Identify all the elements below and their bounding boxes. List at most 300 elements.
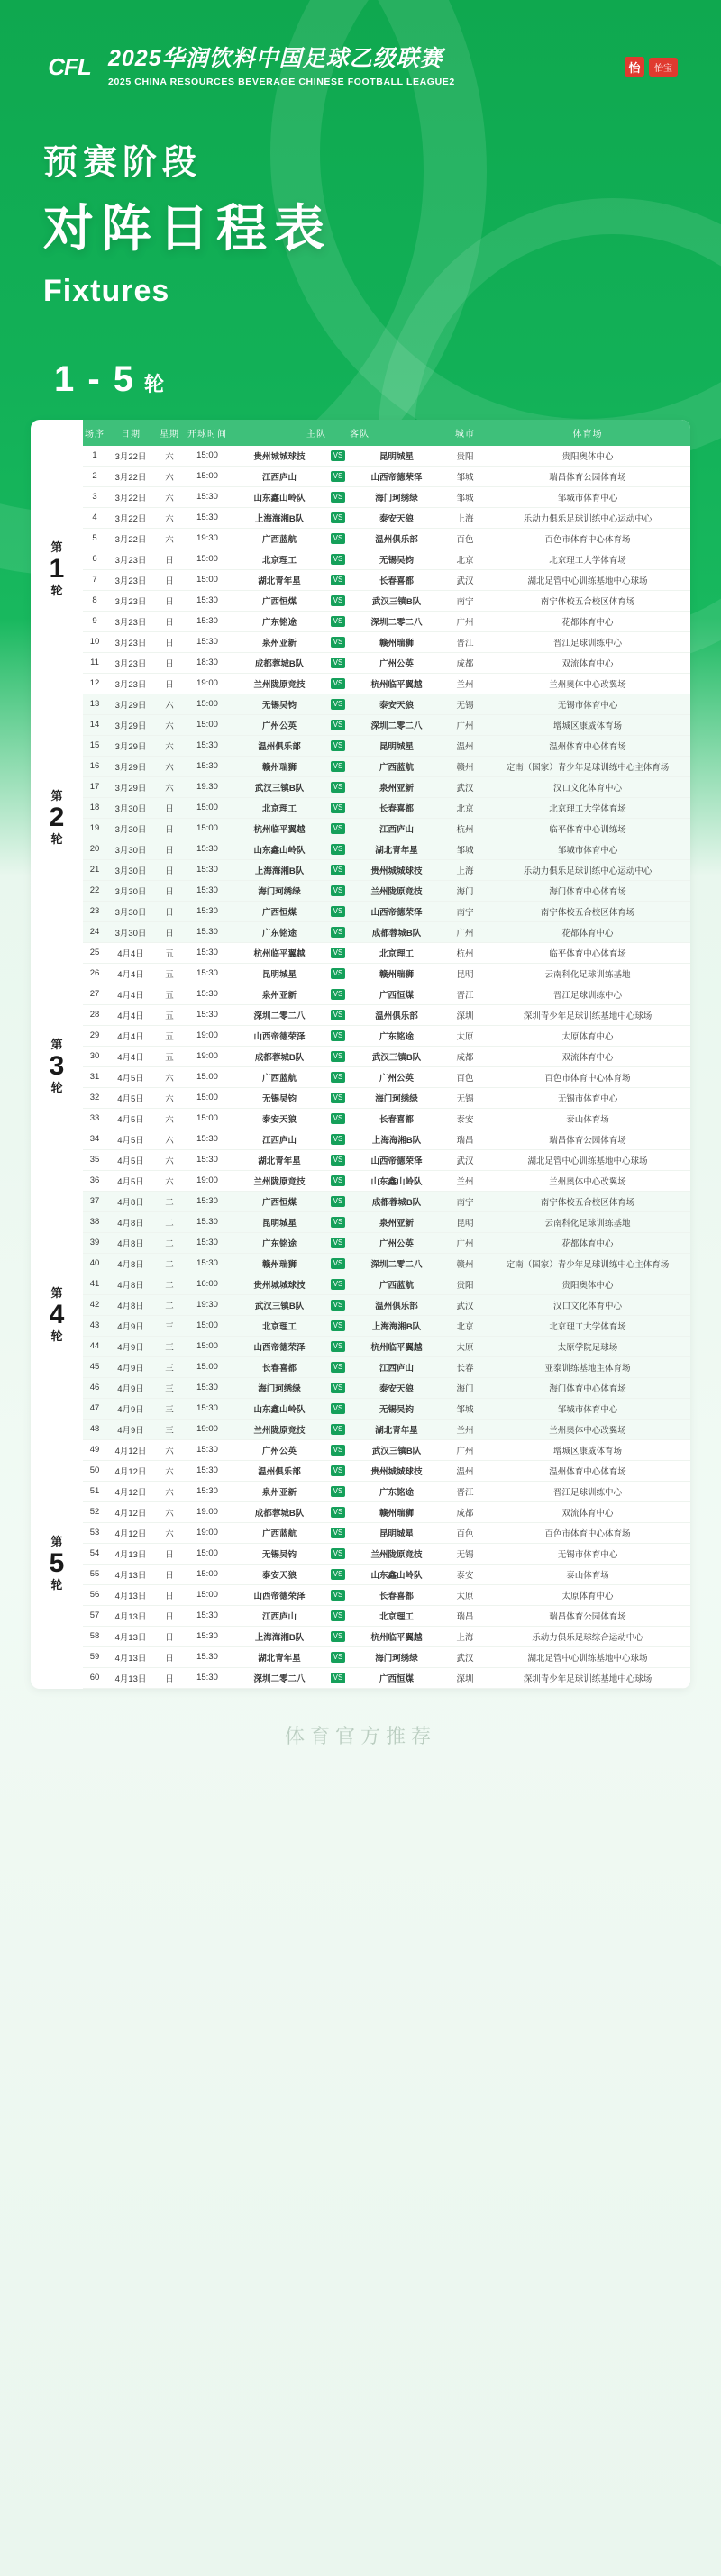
- match-venue: 云南科化足球训练基地: [485, 963, 690, 984]
- vs-badge: [328, 963, 348, 984]
- home-team: 山西帝德荣泽: [231, 1336, 328, 1356]
- match-venue: 晋江足球训练中心: [485, 984, 690, 1004]
- match-date: 3月30日: [106, 921, 155, 942]
- match-city: 瑞昌: [445, 1605, 485, 1626]
- table-row[interactable]: [31, 880, 690, 901]
- vs-label: VS: [331, 699, 345, 710]
- table-row[interactable]: [31, 1626, 690, 1646]
- vs-badge: [328, 673, 348, 694]
- table-row[interactable]: [31, 1025, 690, 1046]
- match-venue: 双流体育中心: [485, 652, 690, 673]
- table-row[interactable]: [31, 1646, 690, 1667]
- match-venue: 邹城市体育中心: [485, 839, 690, 859]
- table-row[interactable]: [31, 1336, 690, 1356]
- match-weekday: 五: [155, 942, 184, 963]
- match-venue: 瑞昌体育公园体育场: [485, 1129, 690, 1149]
- table-row[interactable]: [31, 1129, 690, 1149]
- match-venue: 湖北足管中心训练基地中心球场: [485, 1646, 690, 1667]
- match-time: 15:00: [184, 569, 231, 590]
- home-team: 湖北青年星: [231, 569, 328, 590]
- match-weekday: 六: [155, 1522, 184, 1543]
- match-no: 42: [83, 1294, 106, 1315]
- vs-badge: [328, 1481, 348, 1501]
- match-city: 南宁: [445, 590, 485, 611]
- table-header-row: [31, 420, 690, 446]
- match-no: 29: [83, 1025, 106, 1046]
- away-team: 广州公英: [348, 1066, 445, 1087]
- vs-badge: [328, 1066, 348, 1087]
- away-team: 温州俱乐部: [348, 528, 445, 549]
- match-venue: 太原体育中心: [485, 1584, 690, 1605]
- home-team: 贵州城城球技: [231, 446, 328, 467]
- table-row[interactable]: [31, 901, 690, 921]
- vs-label: VS: [331, 1652, 345, 1663]
- match-no: 49: [83, 1439, 106, 1460]
- table-row[interactable]: [31, 818, 690, 839]
- round-number: 1: [49, 554, 65, 585]
- match-date: 4月13日: [106, 1605, 155, 1626]
- match-no: 28: [83, 1004, 106, 1025]
- round-suffix: 轮: [50, 1080, 63, 1094]
- vs-badge: [328, 984, 348, 1004]
- match-time: 15:30: [184, 1232, 231, 1253]
- match-city: 广州: [445, 1232, 485, 1253]
- match-time: 15:30: [184, 1149, 231, 1170]
- match-city: 杭州: [445, 818, 485, 839]
- match-no: 44: [83, 1336, 106, 1356]
- match-no: 46: [83, 1377, 106, 1398]
- match-no: 15: [83, 735, 106, 756]
- match-city: 贵阳: [445, 446, 485, 467]
- home-team: 成都蓉城B队: [231, 652, 328, 673]
- table-row[interactable]: [31, 1460, 690, 1481]
- away-team: 兰州陇原竞技: [348, 880, 445, 901]
- match-no: 57: [83, 1605, 106, 1626]
- table-row[interactable]: [31, 446, 690, 467]
- match-venue: 无锡市体育中心: [485, 1087, 690, 1108]
- table-row[interactable]: [31, 507, 690, 528]
- away-team: 山东鑫山岭队: [348, 1564, 445, 1584]
- match-no: 41: [83, 1274, 106, 1294]
- match-time: 15:30: [184, 880, 231, 901]
- vs-badge: [328, 1087, 348, 1108]
- match-no: 35: [83, 1149, 106, 1170]
- home-team: 广西恒煤: [231, 901, 328, 921]
- away-team: 无锡吴钧: [348, 1398, 445, 1419]
- table-row[interactable]: [31, 1398, 690, 1419]
- match-weekday: 三: [155, 1419, 184, 1439]
- table-row[interactable]: [31, 590, 690, 611]
- table-row[interactable]: [31, 735, 690, 756]
- table-row[interactable]: [31, 776, 690, 797]
- away-team: 泰安天狼: [348, 1377, 445, 1398]
- home-team: 成都蓉城B队: [231, 1501, 328, 1522]
- match-time: 15:30: [184, 1667, 231, 1688]
- match-weekday: 五: [155, 1004, 184, 1025]
- match-time: 15:00: [184, 1336, 231, 1356]
- match-city: 泰安: [445, 1108, 485, 1129]
- table-row[interactable]: [31, 1667, 690, 1688]
- match-time: 15:30: [184, 1129, 231, 1149]
- match-date: 3月30日: [106, 839, 155, 859]
- vs-label: VS: [331, 1113, 345, 1124]
- match-city: 太原: [445, 1025, 485, 1046]
- home-team: 江西庐山: [231, 1605, 328, 1626]
- table-row[interactable]: [31, 1584, 690, 1605]
- match-date: 4月9日: [106, 1336, 155, 1356]
- match-date: 3月30日: [106, 880, 155, 901]
- col-week: 星期: [155, 420, 184, 446]
- match-time: 15:30: [184, 611, 231, 631]
- table-row[interactable]: [31, 714, 690, 735]
- match-weekday: 日: [155, 1646, 184, 1667]
- table-row[interactable]: [31, 1274, 690, 1294]
- match-city: 百色: [445, 1066, 485, 1087]
- match-city: 太原: [445, 1584, 485, 1605]
- match-date: 4月12日: [106, 1481, 155, 1501]
- match-no: 43: [83, 1315, 106, 1336]
- match-venue: 太原学院足球场: [485, 1336, 690, 1356]
- match-venue: 百色市体育中心体育场: [485, 1522, 690, 1543]
- vs-label: VS: [331, 1486, 345, 1497]
- match-no: 13: [83, 694, 106, 714]
- vs-label: VS: [331, 885, 345, 896]
- away-team: 武汉三镇B队: [348, 1439, 445, 1460]
- away-team: 山西帝德荣泽: [348, 1149, 445, 1170]
- match-time: 15:00: [184, 1584, 231, 1605]
- round-number: 5: [49, 1548, 65, 1579]
- match-city: 昆明: [445, 963, 485, 984]
- match-time: 15:00: [184, 694, 231, 714]
- match-date: 3月30日: [106, 859, 155, 880]
- match-no: 18: [83, 797, 106, 818]
- home-team: 深圳二零二八: [231, 1667, 328, 1688]
- match-venue: 北京理工大学体育场: [485, 549, 690, 569]
- vs-label: VS: [331, 512, 345, 523]
- hero-line-1: 预赛阶段: [43, 143, 203, 182]
- match-time: 15:30: [184, 735, 231, 756]
- match-city: 昆明: [445, 1211, 485, 1232]
- match-no: 60: [83, 1667, 106, 1688]
- col-no: 场序: [83, 420, 106, 446]
- vs-label: VS: [331, 720, 345, 730]
- match-no: 31: [83, 1066, 106, 1087]
- home-team: 武汉三镇B队: [231, 776, 328, 797]
- table-row[interactable]: [31, 466, 690, 486]
- vs-badge: [328, 1501, 348, 1522]
- vs-badge: [328, 1274, 348, 1294]
- match-weekday: 六: [155, 714, 184, 735]
- table-row[interactable]: [31, 859, 690, 880]
- match-venue: 晋江足球训练中心: [485, 631, 690, 652]
- match-weekday: 六: [155, 466, 184, 486]
- round-prefix: 第: [50, 540, 63, 554]
- match-date: 3月30日: [106, 797, 155, 818]
- home-team: 上海海湘B队: [231, 1626, 328, 1646]
- table-row[interactable]: [31, 1522, 690, 1543]
- match-venue: 乐动力俱乐足球训练中心运动中心: [485, 507, 690, 528]
- match-time: 15:30: [184, 1605, 231, 1626]
- match-time: 19:00: [184, 1522, 231, 1543]
- match-weekday: 日: [155, 1584, 184, 1605]
- match-city: 北京: [445, 1315, 485, 1336]
- round-block: [31, 1439, 690, 1688]
- match-venue: 兰州奥体中心改翼场: [485, 1419, 690, 1439]
- vs-label: VS: [331, 678, 345, 689]
- match-time: 15:00: [184, 818, 231, 839]
- table-row[interactable]: [31, 1501, 690, 1522]
- match-no: 24: [83, 921, 106, 942]
- match-time: 16:00: [184, 1274, 231, 1294]
- vs-badge: [328, 631, 348, 652]
- match-weekday: 六: [155, 1108, 184, 1129]
- match-time: 18:30: [184, 652, 231, 673]
- away-team: 贵州城城球技: [348, 859, 445, 880]
- table-row[interactable]: [31, 921, 690, 942]
- col-round: 轮次: [47, 429, 67, 440]
- home-team: 无锡吴钧: [231, 1087, 328, 1108]
- away-team: 山西帝德荣泽: [348, 466, 445, 486]
- match-date: 4月9日: [106, 1419, 155, 1439]
- table-row[interactable]: [31, 673, 690, 694]
- vs-badge: [328, 1149, 348, 1170]
- table-row[interactable]: [31, 652, 690, 673]
- col-away: 客队: [348, 420, 445, 446]
- table-row[interactable]: [31, 1046, 690, 1066]
- table-row[interactable]: [31, 963, 690, 984]
- match-venue: 瑞昌体育公园体育场: [485, 466, 690, 486]
- match-venue: 乐动力俱乐足球综合运动中心: [485, 1626, 690, 1646]
- away-team: 山西帝德荣泽: [348, 901, 445, 921]
- vs-label: VS: [331, 948, 345, 958]
- match-weekday: 三: [155, 1336, 184, 1356]
- round-cell: [31, 446, 83, 694]
- table-row[interactable]: [31, 1564, 690, 1584]
- table-row[interactable]: [31, 1004, 690, 1025]
- away-team: 泉州亚新: [348, 776, 445, 797]
- home-team: 深圳二零二八: [231, 1004, 328, 1025]
- match-time: 15:30: [184, 859, 231, 880]
- match-no: 37: [83, 1191, 106, 1211]
- match-date: 3月23日: [106, 611, 155, 631]
- vs-label: VS: [331, 1548, 345, 1559]
- table-row[interactable]: [31, 984, 690, 1004]
- vs-label: VS: [331, 471, 345, 482]
- vs-label: VS: [331, 927, 345, 938]
- vs-badge: [328, 942, 348, 963]
- match-venue: 百色市体育中心体育场: [485, 528, 690, 549]
- home-team: 广西蓝航: [231, 1066, 328, 1087]
- match-venue: 乐动力俱乐足球训练中心运动中心: [485, 859, 690, 880]
- vs-badge: [328, 797, 348, 818]
- table-row[interactable]: [31, 756, 690, 776]
- match-time: 15:30: [184, 1439, 231, 1460]
- match-no: 45: [83, 1356, 106, 1377]
- table-row[interactable]: [31, 1253, 690, 1274]
- vs-label: VS: [331, 1093, 345, 1103]
- round-range-suffix: 轮: [144, 372, 165, 395]
- table-row[interactable]: [31, 569, 690, 590]
- vs-label: VS: [331, 595, 345, 606]
- match-weekday: 五: [155, 1046, 184, 1066]
- home-team: 昆明城星: [231, 963, 328, 984]
- table-row[interactable]: [31, 1149, 690, 1170]
- match-weekday: 六: [155, 1439, 184, 1460]
- away-team: 江西庐山: [348, 1356, 445, 1377]
- away-team: 赣州瑞狮: [348, 963, 445, 984]
- table-row[interactable]: [31, 797, 690, 818]
- home-team: 广州公英: [231, 714, 328, 735]
- match-date: 3月22日: [106, 466, 155, 486]
- away-team: 长春喜都: [348, 1584, 445, 1605]
- match-city: 广州: [445, 714, 485, 735]
- table-row[interactable]: [31, 1377, 690, 1398]
- home-team: 山西帝德荣泽: [231, 1584, 328, 1605]
- table-row[interactable]: [31, 942, 690, 963]
- sponsor-mark-icon: 怡: [625, 57, 644, 77]
- table-row[interactable]: [31, 1087, 690, 1108]
- table-row[interactable]: [31, 1543, 690, 1564]
- table-row[interactable]: [31, 1170, 690, 1191]
- match-date: 4月8日: [106, 1191, 155, 1211]
- vs-badge: [328, 818, 348, 839]
- vs-badge: [328, 1398, 348, 1419]
- away-team: 贵州城城球技: [348, 1460, 445, 1481]
- table-row[interactable]: [31, 528, 690, 549]
- vs-badge: [328, 776, 348, 797]
- match-weekday: 六: [155, 1066, 184, 1087]
- vs-badge: [328, 1356, 348, 1377]
- table-row[interactable]: [31, 486, 690, 507]
- table-row[interactable]: [31, 1108, 690, 1129]
- match-venue: 兰州奥体中心改翼场: [485, 673, 690, 694]
- away-team: 海门珂绣绿: [348, 1646, 445, 1667]
- match-city: 成都: [445, 1046, 485, 1066]
- match-city: 邹城: [445, 1398, 485, 1419]
- round-cell: [31, 694, 83, 942]
- match-city: 贵阳: [445, 1274, 485, 1294]
- table-row[interactable]: [31, 1356, 690, 1377]
- match-time: 15:00: [184, 1564, 231, 1584]
- match-venue: 北京理工大学体育场: [485, 1315, 690, 1336]
- table-row[interactable]: [31, 839, 690, 859]
- table-row[interactable]: [31, 1419, 690, 1439]
- match-time: 15:30: [184, 507, 231, 528]
- match-no: 25: [83, 942, 106, 963]
- match-date: 3月23日: [106, 569, 155, 590]
- hero-line-3: Fixtures: [43, 273, 170, 308]
- home-team: 江西庐山: [231, 1129, 328, 1149]
- table-row[interactable]: [31, 631, 690, 652]
- match-date: 4月4日: [106, 942, 155, 963]
- vs-label: VS: [331, 1134, 345, 1145]
- match-time: 15:30: [184, 839, 231, 859]
- sponsor-logo: [625, 57, 678, 77]
- table-row[interactable]: [31, 611, 690, 631]
- match-city: 深圳: [445, 1667, 485, 1688]
- match-date: 4月9日: [106, 1315, 155, 1336]
- table-row[interactable]: [31, 1315, 690, 1336]
- away-team: 泰安天狼: [348, 507, 445, 528]
- table-row[interactable]: [31, 1211, 690, 1232]
- match-city: 兰州: [445, 1419, 485, 1439]
- table-row[interactable]: [31, 1605, 690, 1626]
- round-block: [31, 942, 690, 1191]
- match-city: 赣州: [445, 756, 485, 776]
- match-weekday: 三: [155, 1315, 184, 1336]
- vs-badge: [328, 1605, 348, 1626]
- vs-badge: [328, 611, 348, 631]
- vs-label: VS: [331, 1569, 345, 1580]
- match-venue: 增城区康威体育场: [485, 714, 690, 735]
- round-number: 2: [49, 803, 65, 833]
- home-team: 山西帝德荣泽: [231, 1025, 328, 1046]
- table-row[interactable]: [31, 1439, 690, 1460]
- vs-badge: [328, 1315, 348, 1336]
- home-team: 武汉三镇B队: [231, 1294, 328, 1315]
- match-time: 15:30: [184, 631, 231, 652]
- away-team: 杭州临平翼越: [348, 673, 445, 694]
- table-row[interactable]: [31, 549, 690, 569]
- match-date: 4月5日: [106, 1149, 155, 1170]
- vs-badge: [328, 1543, 348, 1564]
- match-date: 3月22日: [106, 507, 155, 528]
- match-date: 3月29日: [106, 776, 155, 797]
- match-venue: 深圳青少年足球训练基地中心球场: [485, 1667, 690, 1688]
- table-row[interactable]: [31, 1481, 690, 1501]
- match-date: 4月13日: [106, 1543, 155, 1564]
- round-range-number: 1 - 5: [54, 358, 136, 399]
- match-date: 4月13日: [106, 1584, 155, 1605]
- match-no: 30: [83, 1046, 106, 1066]
- match-time: 15:00: [184, 1066, 231, 1087]
- vs-badge: [328, 446, 348, 467]
- away-team: 江西庐山: [348, 818, 445, 839]
- vs-label: VS: [331, 1030, 345, 1041]
- match-date: 4月8日: [106, 1211, 155, 1232]
- away-team: 深圳二零二八: [348, 611, 445, 631]
- vs-label: VS: [331, 761, 345, 772]
- match-time: 15:30: [184, 1398, 231, 1419]
- match-weekday: 日: [155, 839, 184, 859]
- table-row[interactable]: [31, 1294, 690, 1315]
- match-weekday: 五: [155, 963, 184, 984]
- match-no: 50: [83, 1460, 106, 1481]
- vs-badge: [328, 528, 348, 549]
- table-row[interactable]: [31, 1232, 690, 1253]
- match-venue: 温州体育中心体育场: [485, 1460, 690, 1481]
- match-date: 4月13日: [106, 1646, 155, 1667]
- match-venue: 海门体育中心体育场: [485, 1377, 690, 1398]
- table-row[interactable]: [31, 694, 690, 714]
- vs-badge: [328, 839, 348, 859]
- vs-badge: [328, 1626, 348, 1646]
- away-team: 杭州临平翼越: [348, 1626, 445, 1646]
- match-time: 19:30: [184, 1294, 231, 1315]
- match-venue: 临平体育中心体育场: [485, 942, 690, 963]
- table-row[interactable]: [31, 1191, 690, 1211]
- match-venue: 亚泰训练基地主体育场: [485, 1356, 690, 1377]
- match-weekday: 六: [155, 1481, 184, 1501]
- vs-label: VS: [331, 989, 345, 1000]
- away-team: 长春喜都: [348, 1108, 445, 1129]
- vs-label: VS: [331, 616, 345, 627]
- match-weekday: 日: [155, 818, 184, 839]
- vs-label: VS: [331, 1051, 345, 1062]
- table-row[interactable]: [31, 1066, 690, 1087]
- match-date: 4月8日: [106, 1274, 155, 1294]
- match-venue: 南宁体校五合校区体育场: [485, 901, 690, 921]
